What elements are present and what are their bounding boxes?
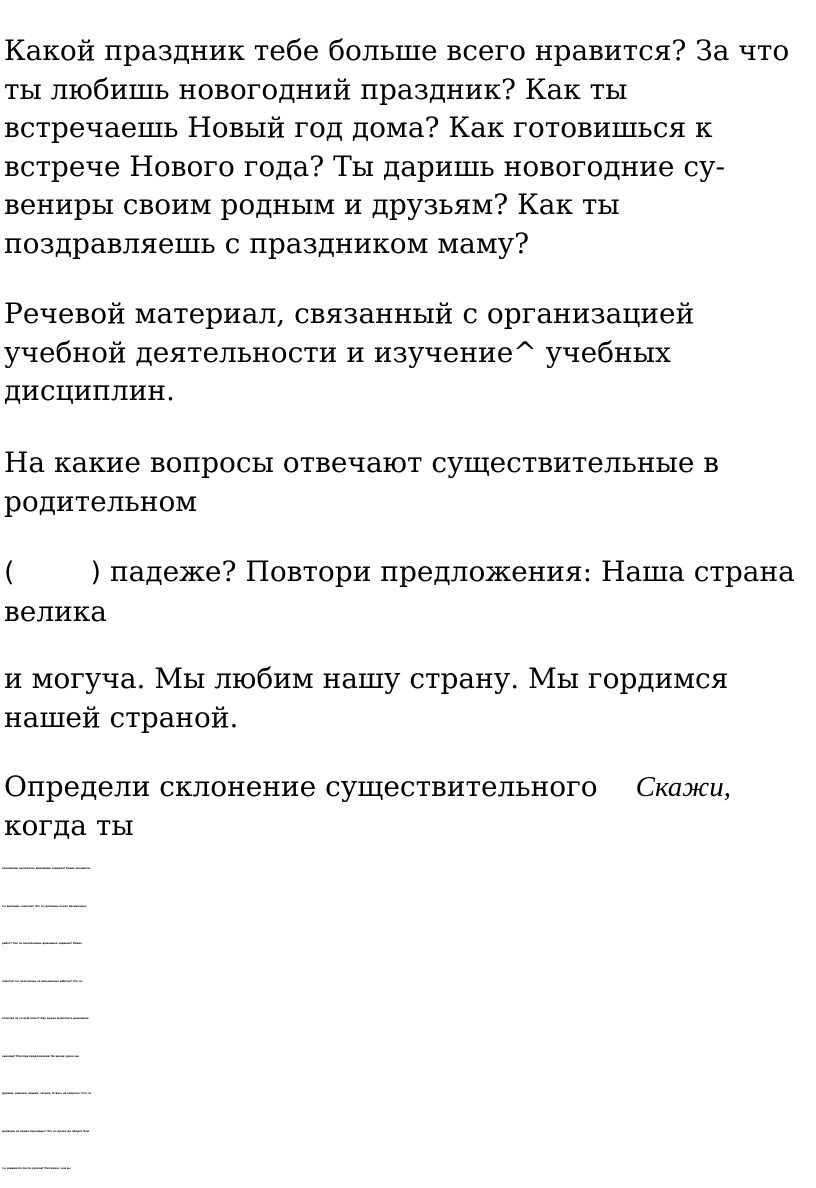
text-line: задания? Повтори предложения: Во время урока мы: [2, 1054, 79, 1058]
paragraph-speech-material: [4, 295, 810, 411]
open-parenthesis: (: [4, 557, 15, 588]
text-line: [4, 768, 810, 807]
text-line: ты занимался после уроков? Расскажи, чем вы: [2, 1167, 71, 1170]
text-line: встречаешь Новый год дома? Как готовишься к: [4, 111, 713, 144]
paragraph-declension: [4, 768, 810, 845]
text-line: делаешь во время перемены? Что ты делал до обеда? Чем: [2, 1129, 89, 1133]
text-line: начинаешь выполнять домашние задания? Какие предметы: [2, 867, 91, 870]
text-line: ты любишь новогодний праздник? Как ты: [4, 72, 628, 106]
close-parenthesis: ): [90, 557, 102, 588]
italic-text-segment: Скажи,: [635, 771, 732, 803]
paragraph-country-sentences: [4, 660, 810, 737]
text-line: думаем, решаем, пишем, читаем, Ответь на вопросы: Что ты: [2, 1092, 92, 1095]
text-line: когда ты: [4, 808, 134, 842]
paragraph-new-year-questions: [4, 32, 810, 263]
text-line: работ? Гак ты выполняешь домашнее задание? Какие: [2, 942, 82, 945]
text-line: отметки ты' получаешь за письменные работы? Что ты: [2, 979, 83, 983]
text-line: Речевой материал, связанный с организацией: [4, 297, 695, 330]
text-line: родительном: [4, 484, 198, 518]
text-line: получил за устный ответ? Как нужно выполнять домашние: [2, 1017, 89, 1020]
paragraph-genitive-question: [4, 444, 810, 521]
text-line: встрече Нового года? Ты даришь новогодние су-: [4, 149, 725, 183]
text-line: нашей страной.: [4, 700, 239, 734]
text-line: и могуча. Мы любим нашу страну. Мы гордимся: [4, 662, 729, 695]
text-line: вениры своим родным и друзьям? Как ты: [4, 188, 620, 221]
paragraph-homework-questions: [2, 850, 814, 1188]
text-segment: падеже? Повтори предложения: Наша страна: [110, 555, 795, 588]
text-line: На какие вопросы отвечают существительные в: [4, 446, 720, 479]
text-line: велика: [4, 594, 107, 628]
text-line: дисциплин.: [4, 374, 175, 407]
text-line: ты делаешь сначала? Что ты делаешь после письменных: [2, 904, 87, 908]
paragraph-case-sentences: [4, 553, 810, 631]
text-line: учебной деятельности и изучение^ учебных: [4, 335, 671, 369]
text-line: поздравляешь с праздником маму?: [4, 226, 530, 260]
text-line: Какой праздник тебе больше всего нравится? За что: [4, 34, 790, 67]
text-segment: Определи склонение существительного: [4, 770, 598, 803]
text-line: [4, 553, 810, 593]
